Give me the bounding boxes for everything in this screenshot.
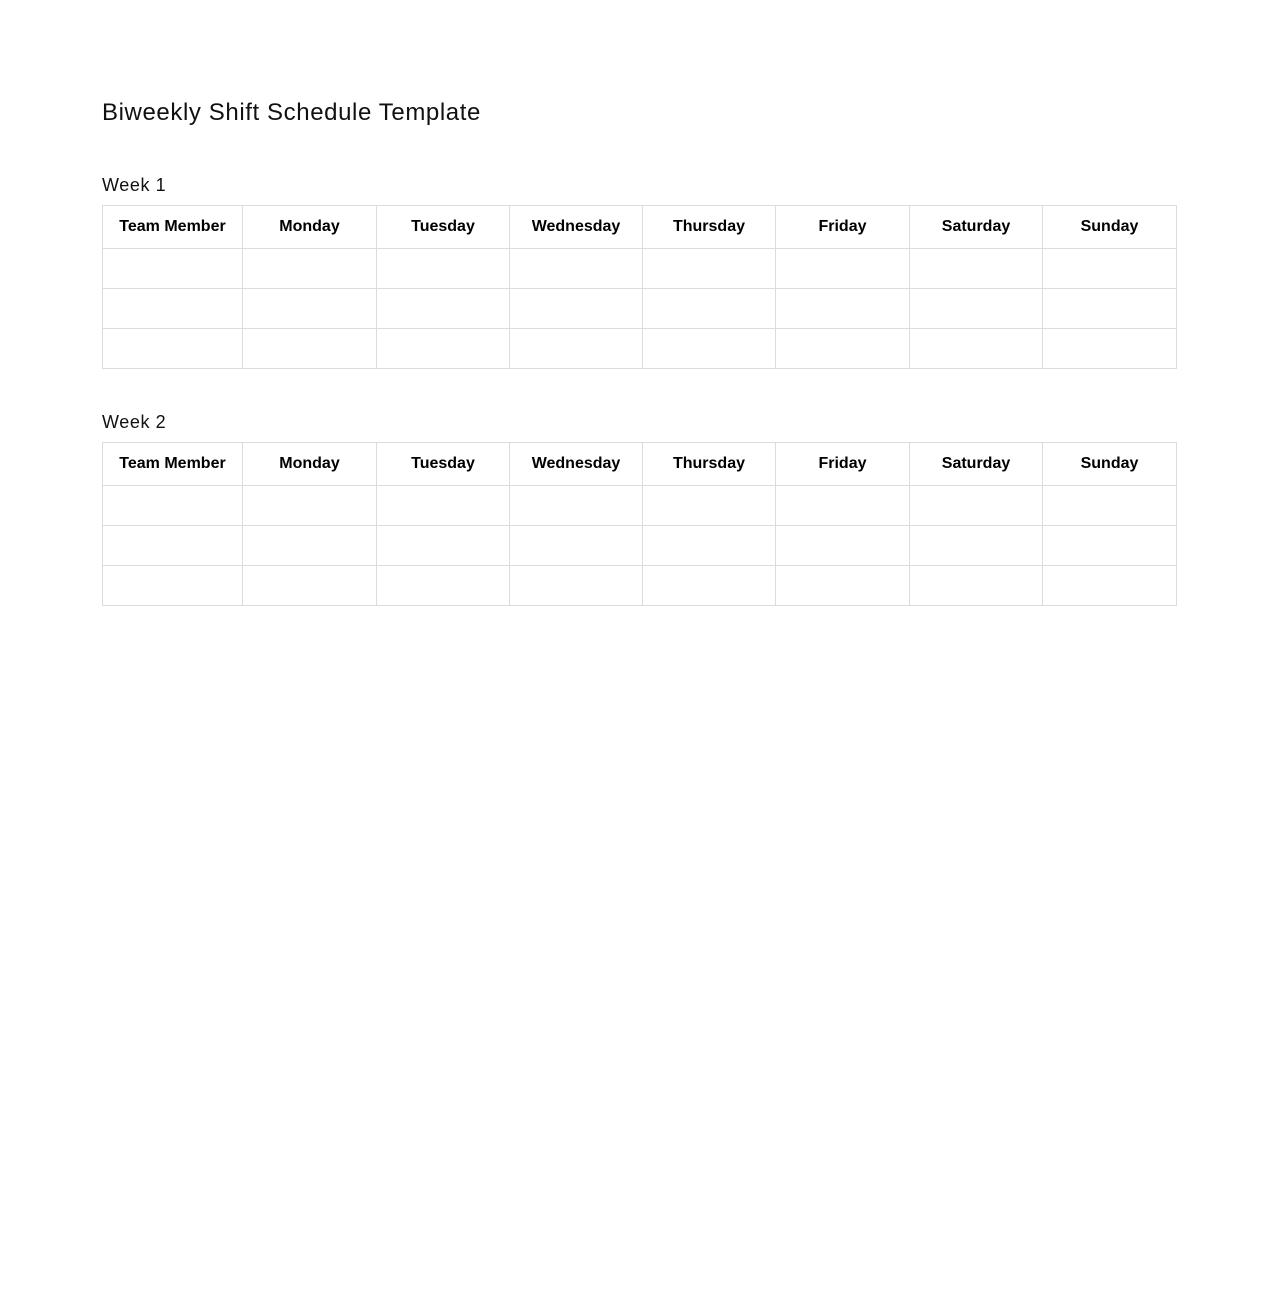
cell[interactable] [910,249,1043,289]
cell[interactable] [910,566,1043,606]
cell[interactable] [103,486,243,526]
cell[interactable] [776,486,910,526]
cell[interactable] [643,566,776,606]
cell[interactable] [643,249,776,289]
cell[interactable] [377,289,510,329]
cell[interactable] [103,249,243,289]
cell[interactable] [243,566,377,606]
header-monday: Monday [243,206,377,249]
header-friday: Friday [776,206,910,249]
table-row [103,526,1177,566]
cell[interactable] [103,526,243,566]
cell[interactable] [510,486,643,526]
cell[interactable] [103,289,243,329]
cell[interactable] [910,526,1043,566]
header-tuesday: Tuesday [377,206,510,249]
header-saturday: Saturday [910,206,1043,249]
header-team-member: Team Member [103,443,243,486]
cell[interactable] [910,329,1043,369]
cell[interactable] [377,566,510,606]
cell[interactable] [643,329,776,369]
cell[interactable] [910,486,1043,526]
cell[interactable] [510,526,643,566]
week-2-schedule-table [102,442,1177,606]
table-row [103,486,1177,526]
cell[interactable] [776,566,910,606]
cell[interactable] [510,566,643,606]
cell[interactable] [243,329,377,369]
cell[interactable] [243,486,377,526]
header-monday: Monday [243,443,377,486]
header-saturday: Saturday [910,443,1043,486]
cell[interactable] [377,486,510,526]
header-friday: Friday [776,443,910,486]
header-sunday: Sunday [1043,206,1177,249]
cell[interactable] [103,566,243,606]
table-header-row [103,206,1177,249]
cell[interactable] [103,329,243,369]
cell[interactable] [910,289,1043,329]
cell[interactable] [643,289,776,329]
cell[interactable] [377,329,510,369]
cell[interactable] [776,526,910,566]
cell[interactable] [377,249,510,289]
cell[interactable] [510,329,643,369]
cell[interactable] [776,249,910,289]
cell[interactable] [776,289,910,329]
week-1-schedule-table [102,205,1177,369]
cell[interactable] [243,526,377,566]
cell[interactable] [1043,329,1177,369]
header-thursday: Thursday [643,206,776,249]
cell[interactable] [243,289,377,329]
table-row [103,289,1177,329]
cell[interactable] [776,329,910,369]
header-wednesday: Wednesday [510,206,643,249]
table-row [103,249,1177,289]
header-team-member: Team Member [103,206,243,249]
header-sunday: Sunday [1043,443,1177,486]
cell[interactable] [1043,566,1177,606]
week-1-heading: Week 1 [102,175,167,195]
table-row [103,566,1177,606]
cell[interactable] [1043,289,1177,329]
week-2-heading: Week 2 [102,412,167,432]
header-tuesday: Tuesday [377,443,510,486]
cell[interactable] [643,526,776,566]
cell[interactable] [1043,526,1177,566]
cell[interactable] [510,249,643,289]
cell[interactable] [1043,249,1177,289]
table-row [103,329,1177,369]
header-thursday: Thursday [643,443,776,486]
cell[interactable] [643,486,776,526]
table-header-row [103,443,1177,486]
cell[interactable] [243,249,377,289]
cell[interactable] [510,289,643,329]
cell[interactable] [1043,486,1177,526]
cell[interactable] [377,526,510,566]
page-title: Biweekly Shift Schedule Template [102,99,481,126]
header-wednesday: Wednesday [510,443,643,486]
